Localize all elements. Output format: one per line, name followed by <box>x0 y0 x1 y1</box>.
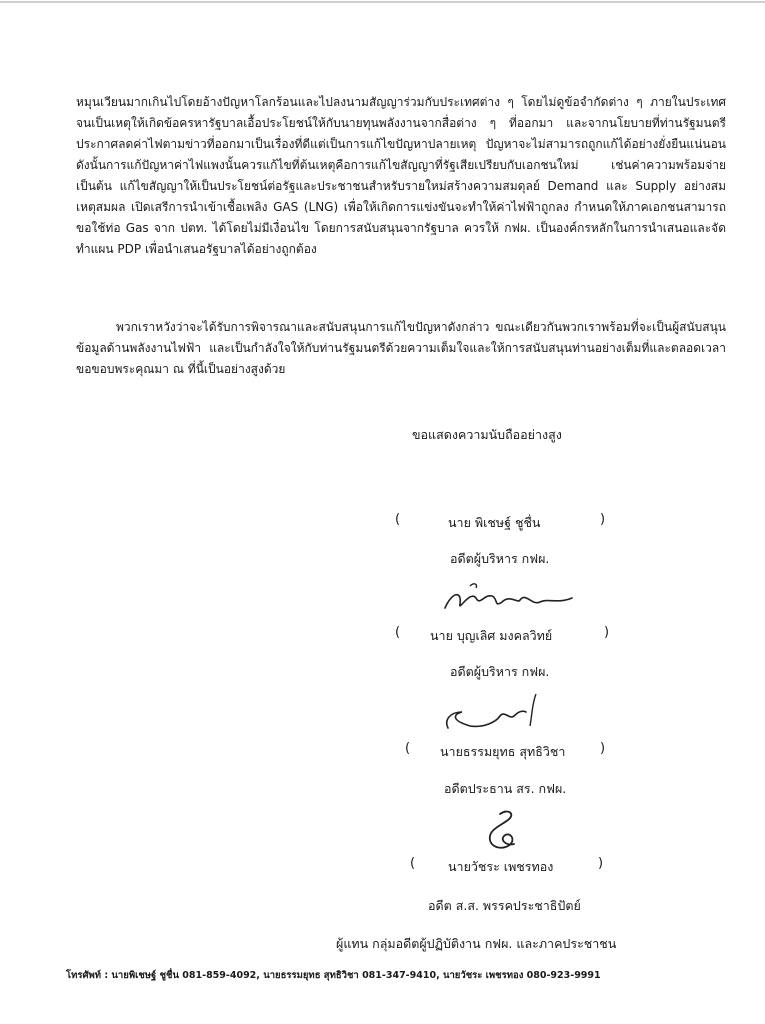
signatory-1-title: อดีตผู้บริหาร กฟผ. <box>450 551 550 566</box>
footer-phone-contacts: โทรศัพท์ : นายพิเชษฐ์ ชูชื่น 081-859-4092, นายธรรมยุทธ สุทธิวิชา 081-347-9410, นายวัชระ เพชรทอง 080-923-9991 <box>66 970 601 981</box>
body-paragraph-1: หมุนเวียนมากเกินไปโดยอ้างปัญหาโลกร้อนและไปลงนามสัญญาร่วมกับประเทศต่าง ๆ โดยไม่ดูข้อจำกัดต่าง ๆ ภายในประเทศ จนเป็นเหตุให้เกิดข้อครหารัฐบาลเอื้อประโยชน์ให้กับนายทุนพลังงานจากสื่อต่าง ๆ ที่ออกมา และจากนโยบายที่ท่านรัฐมนตรีประกาศลดค่าไฟตามข่าวที่ออกมาเป็นเรื่องที่ดีแต่เป็นการแก้ไขปัญหาปลายเหตุ ปัญหาจะไม่สามารถถูกแก้ได้อย่างยั่งยืนแน่นอน ดังนั้นการแก้ปัญหาค่าไฟแพงนั้นควรแก้ไขที่ต้นเหตุคือการแก้ไขสัญญาที่รัฐเสียเปรียบกับเอกชนใหม่ เช่นค่าความพร้อมจ่าย เป็นต้น แก้ไขสัญญาให้เป็นประโยชน์ต่อรัฐและประชาชนสำหรับรายใหม่สร้างความสมดุลย์ Demand และ Supply อย่างสมเหตุสมผล เปิดเสรีการนำเข้าเชื้อเพลิง GAS (LNG) เพื่อให้เกิดการแข่งขันจะทำให้ค่าไฟฟ้าถูกลง กำหนดให้ภาคเอกชนสามารถขอใช้ท่อ Gas จาก ปตท. ได้โดยไม่มีเงื่อนไข โดยการสนับสนุนจากรัฐบาล ควรให้ กฟผ. เป็นองค์กรหลักในการนำเสนอและจัดทำแผน PDP เพื่อนำเสนอรัฐบาลได้อย่างถูกต้อง <box>76 95 726 256</box>
close-paren: ) <box>600 512 606 527</box>
close-paren: ) <box>598 856 604 871</box>
group-representative-line: ผู้แทน กลุ่มอดีตผู้ปฏิบัติงาน กฟผ. และภาคประชาชน <box>336 936 617 951</box>
open-paren: ( <box>395 625 401 640</box>
body-paragraph-2: พวกเราหวังว่าจะได้รับการพิจารณาและสนับสนุนการแก้ไขปัญหาดังกล่าว ขณะเดียวกันพวกเราพร้อมที่จะเป็นผู้สนับสนุนข้อมูลด้านพลังงานไฟฟ้า และเป็นกำลังใจให้กับท่านรัฐมนตรีด้วยความเต็มใจและให้การสนับสนุนท่านอย่างเต็มที่และตลอดเวลา ขอขอบพระคุณมา ณ ที่นี้เป็นอย่างสูงด้วย <box>76 320 726 376</box>
signatory-1-name: นาย พิเชษฐ์ ชูชื่น <box>448 515 541 530</box>
signatory-3-name: นายธรรมยุทธ สุทธิวิชา <box>440 744 566 759</box>
signatory-2-name: นาย บุญเลิศ มงคลวิทย์ <box>430 628 553 643</box>
signature-3-image <box>440 690 550 735</box>
open-paren: ( <box>395 512 401 527</box>
close-paren: ) <box>600 741 606 756</box>
signatory-2-title: อดีตผู้บริหาร กฟผ. <box>450 664 550 679</box>
signatory-3-title: อดีตประธาน สร. กฟผ. <box>444 781 567 796</box>
signatory-4-title: อดีต ส.ส. พรรคประชาธิปัตย์ <box>428 898 581 913</box>
open-paren: ( <box>410 856 416 871</box>
open-paren: ( <box>405 741 411 756</box>
page-top-border <box>0 1 765 3</box>
signatory-4-name: นายวัชระ เพชรทอง <box>448 859 554 874</box>
signature-4-image <box>478 806 528 856</box>
signature-2-image <box>440 580 580 620</box>
closing-salutation: ขอแสดงความนับถืออย่างสูง <box>412 427 562 442</box>
close-paren: ) <box>604 625 610 640</box>
